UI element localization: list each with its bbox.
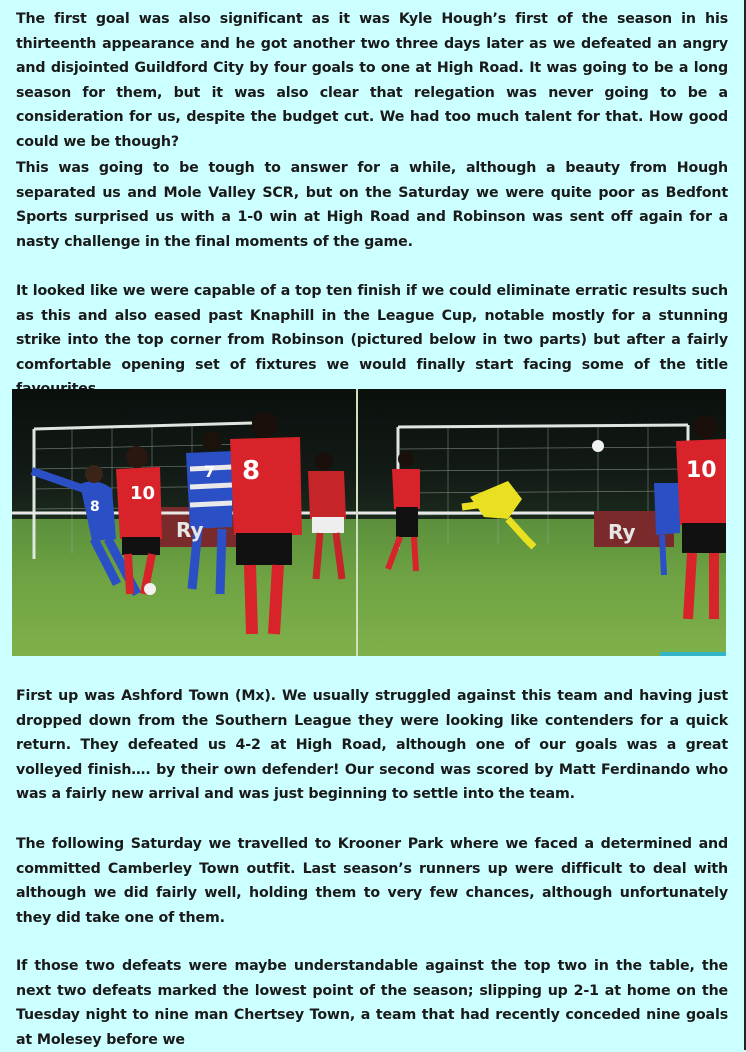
player-red-left <box>388 451 420 571</box>
photo-ball-in-net <box>358 389 726 656</box>
ad-board-text: Ry <box>608 520 636 544</box>
paragraph-2: This was going to be tough to answer for a while, although a beauty from Hough separated us and Mole Valley SCR, but on the Saturday we were quite poor as Bedfont Sports surprised us with a 1-0 win at High Road and Robinson was sent off again for a nasty challenge in the final moments of the game. <box>16 160 728 250</box>
shirt-number: 8 <box>242 456 261 486</box>
paragraph-5: The following Saturday we travelled to Krooner Park where we faced a determined and committed Camberley Town outfit. Last season’s runners up were difficult to deal with although we did fairly well, holding them to very few chances, although unfortunately they did take one of them. <box>16 836 728 926</box>
shirt-number: 7 <box>204 462 216 481</box>
player-blue-right <box>654 483 680 575</box>
player-red-10-right <box>676 415 726 619</box>
football <box>592 440 604 452</box>
player-red-right <box>308 452 346 579</box>
paragraph-3: It looked like we were capable of a top ten finish if we could eliminate erratic results such as this and also eased past Knaphill in the League Cup, notable mostly for a stunning strike into the top corner from Robinson (pictured below in two parts) but after a fairly comfortable opening set of fixtures we would finally start facing some of the title <box>16 283 728 373</box>
player-red-10-foreground <box>230 412 302 634</box>
shirt-number: 10 <box>686 458 717 483</box>
football <box>144 583 156 595</box>
shirt-number: 8 <box>90 499 100 515</box>
photo-strike-taken <box>12 389 356 656</box>
paragraph-6: If those two defeats were maybe understandable against the top two in the table, the next two defeats marked the lowest point of the season; slipping up 2-1 at home on the Tuesday night to nine man Chertsey Town, a team that had recently conceded nine goals at Molesey before we <box>16 958 728 1048</box>
ad-board-text: Ry <box>176 518 204 542</box>
paragraph-1: The first goal was also significant as it was Kyle Hough’s first of the season in his thirteenth appearance and he got another two three days later as we defeated an angry and disjointed Guildford City by four goals to one at High Road. It was going to be a long season for them, but it was also clear that relegation was never going to be a consideration for us, despite the budget cut. We had too much talent for that. How good could we be though? <box>16 11 728 150</box>
paragraph-4: First up was Ashford Town (Mx). We usually struggled against this team and having just dropped down from the Southern League they were looking like contenders for a quick return. They defeated us 4-2 at High Road, although one of our goals was a great volleyed finish…. by their own defender! Our second was scored by Matt Ferdinando who was a fairly new arrival and was just beginning to settle into the team. <box>16 688 728 803</box>
photo-edge-mark <box>660 652 726 656</box>
shirt-number: 10 <box>130 483 156 504</box>
player-blue-7 <box>186 431 234 594</box>
match-photo-strip <box>12 389 726 656</box>
